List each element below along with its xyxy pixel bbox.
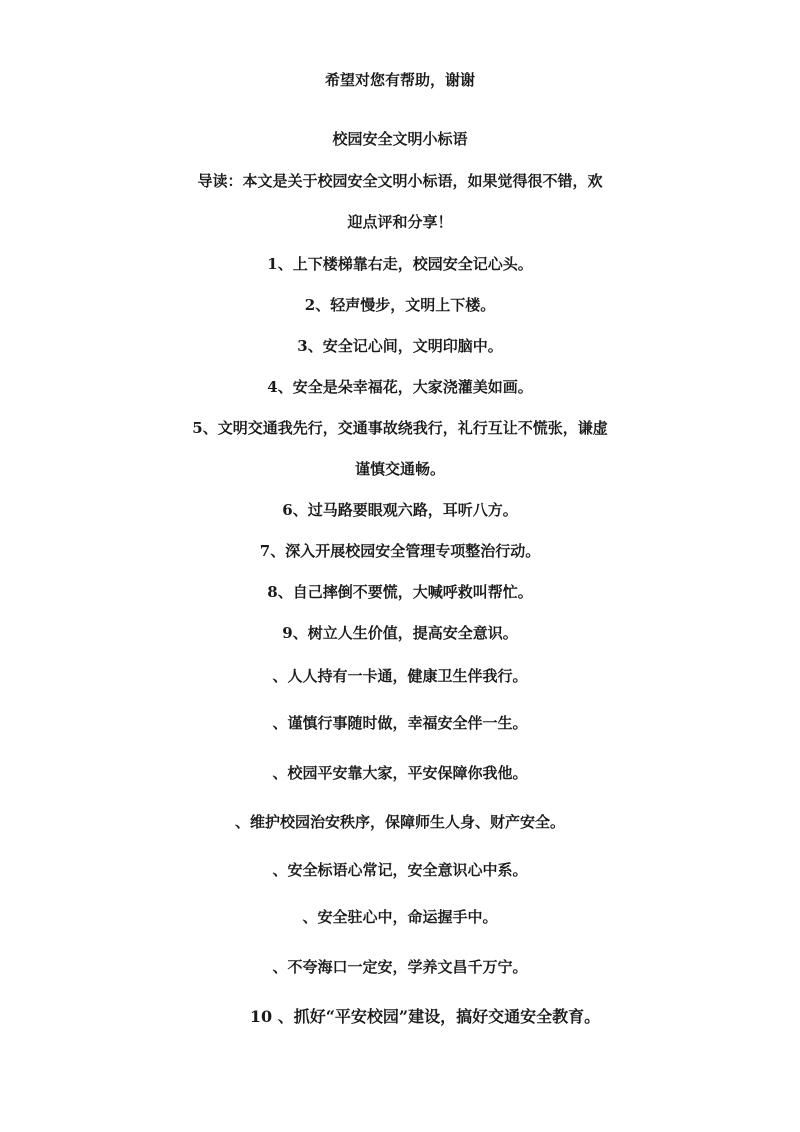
slogan-item-12: 、校园平安靠大家，平安保障你我他。 xyxy=(272,764,528,782)
slogan-item-5-line-1: 5、文明交通我先行，交通事故绕我行，礼行互让不慌张，谦虚 xyxy=(192,419,608,437)
slogan-item-9: 9、树立人生价值，提高安全意识。 xyxy=(282,624,518,642)
header-note: 希望对您有帮助，谢谢 xyxy=(324,71,475,89)
slogan-item-1: 1、上下楼梯靠右走，校园安全记心头。 xyxy=(267,255,533,273)
slogan-item-14: 、安全标语心常记，安全意识心中系。 xyxy=(272,861,528,879)
intro-line-1: 导读：本文是关于校园安全文明小标语，如果觉得很不错，欢 xyxy=(197,172,603,190)
slogan-item-4: 4、安全是朵幸福花，大家浇灌美如画。 xyxy=(267,378,533,396)
article-title: 校园安全文明小标语 xyxy=(332,130,468,148)
slogan-item-7: 7、深入开展校园安全管理专项整治行动。 xyxy=(259,542,541,560)
slogan-item-6: 6、过马路要眼观六路，耳听八方。 xyxy=(282,501,518,519)
slogan-item-11: 、谨慎行事随时做，幸福安全伴一生。 xyxy=(272,714,528,732)
slogan-item-3: 3、安全记心间，文明印脑中。 xyxy=(297,337,503,355)
slogan-item-15: 、安全驻心中，命运握手中。 xyxy=(302,908,498,926)
slogan-item-8: 8、自己摔倒不要慌，大喊呼救叫帮忙。 xyxy=(267,583,533,601)
slogan-item-16: 、不夸海口一定安，学养文昌千万宁。 xyxy=(272,958,528,976)
slogan-item-5-line-2: 谨慎交通畅。 xyxy=(354,460,445,478)
slogan-item-2: 2、轻声慢步，文明上下楼。 xyxy=(304,296,496,314)
slogan-item-10: 、人人持有一卡通，健康卫生伴我行。 xyxy=(272,667,528,685)
intro-line-2: 迎点评和分享！ xyxy=(347,213,453,231)
slogan-item-13: 、维护校园治安秩序，保障师生人身、财产安全。 xyxy=(234,813,565,831)
slogan-item-17: 10 、抓好“平安校园”建设，搞好交通安全教育。 xyxy=(249,1007,601,1026)
